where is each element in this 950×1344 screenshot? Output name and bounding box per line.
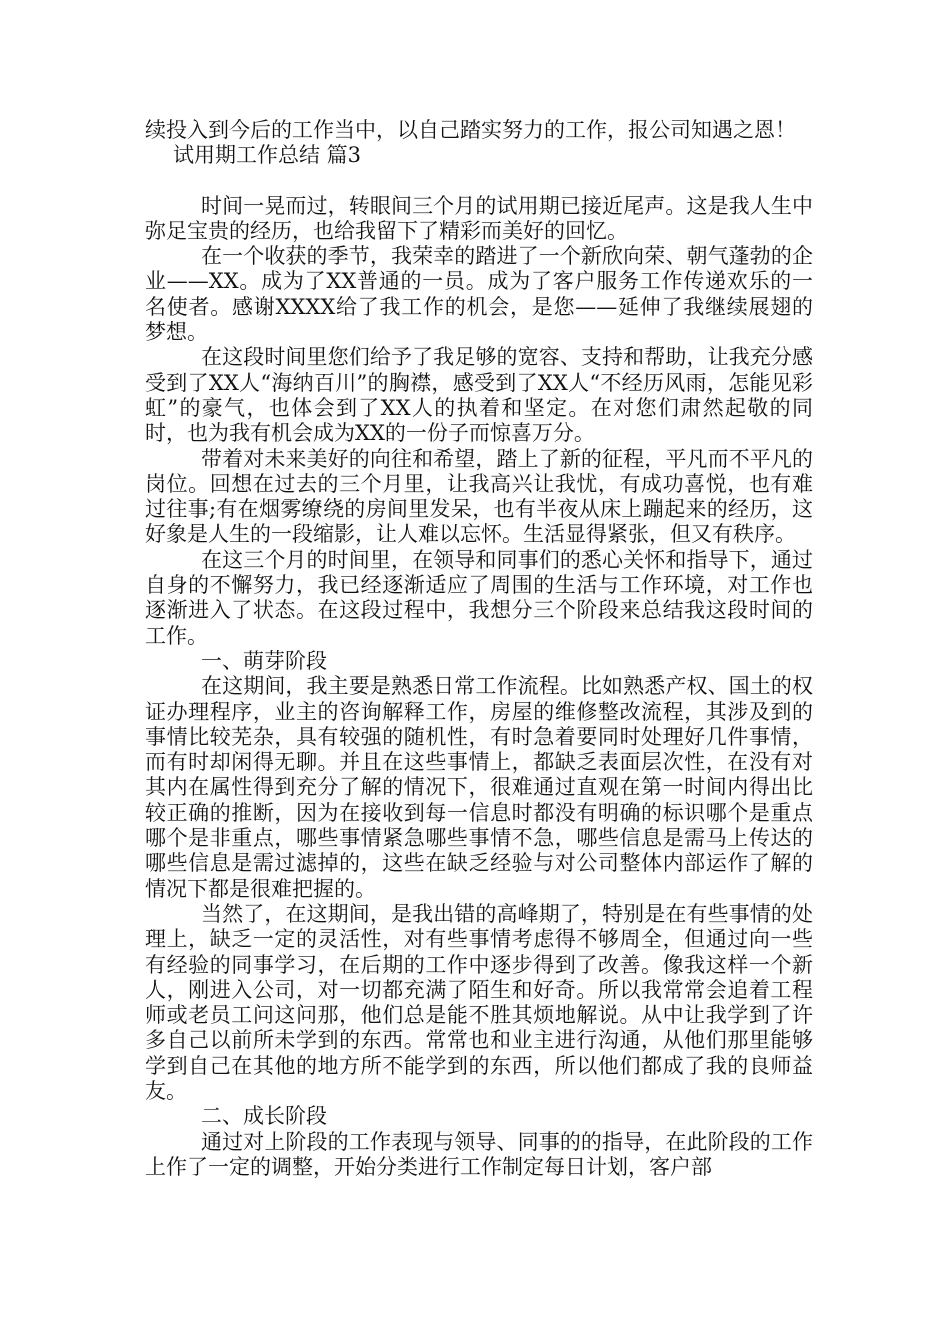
body-paragraph: 时间一晃而过，转眼间三个月的试用期已接近尾声。这是我人生中弥足宝贵的经历，也给我留下了精彩而美好的回忆。 (145, 193, 813, 243)
body-paragraph: 在这三个月的时间里，在领导和同事们的悉心关怀和指导下，通过自身的不懈努力，我已经逐渐适应了周围的生活与工作环境，对工作也逐渐进入了状态。在这段过程中，我想分三个阶段来总结我这段时间的工作。 (145, 547, 813, 648)
stage-heading-2: 二、成长阶段 (201, 1104, 327, 1129)
body-paragraph: 在这段时间里您们给予了我足够的宽容、支持和帮助，让我充分感受到了XX人“海纳百川”的胸襟，感受到了XX人“不经历风雨，怎能见彩虹”的豪气，也体会到了XX人的执着和坚定。在对您们肃然起敬的同时，也为我有机会成为XX的一份子而惊喜万分。 (145, 345, 813, 446)
stage1-paragraph: 在这期间，我主要是熟悉日常工作流程。比如熟悉产权、国土的权证办理程序，业主的咨询解释工作，房屋的维修整改流程，其涉及到的事情比较芜杂，具有较强的随机性，有时急着要同时处理好几件事情，而有时却闲得无聊。并且在这些事情上，都缺乏表面层次性，在没有对其内在属性得到充分了解的情况下，很难通过直观在第一时间内得出比较正确的推断，因为在接收到每一信息时都没有明确的标识哪个是重点哪个是非重点，哪些事情紧急哪些事情不急，哪些信息是需马上传达的哪些信息是需过滤掉的，这些在缺乏经验与对公司整体内部运作了解的情况下都是很难把握的。 (145, 674, 813, 901)
stage1-paragraph: 当然了，在这期间，是我出错的高峰期了，特别是在有些事情的处理上，缺乏一定的灵活性，对有些事情考虑得不够周全，但通过向一些有经验的同事学习，在后期的工作中逐步得到了改善。像我这样一个新人，刚进入公司，对一切都充满了陌生和好奇。所以我常常会追着工程师或老员工问这问那，他们总是能不胜其烦地解说。从中让我学到了许多自己以前所未学到的东西。常常也和业主进行沟通，从他们那里能够学到自己在其他的地方所不能学到的东西，所以他们都成了我的良师益友。 (145, 901, 813, 1103)
body-paragraph: 在一个收获的季节，我荣幸的踏进了一个新欣向荣、朝气蓬勃的企业——XX。成为了XX普通的一员。成为了客户服务工作传递欢乐的一名使者。感谢XXXX给了我工作的机会，是您——延伸了我继续展翅的梦想。 (145, 244, 813, 345)
stage-heading-1: 一、萌芽阶段 (201, 648, 327, 673)
document-body (145, 118, 813, 1180)
continuation-paragraph: 续投入到今后的工作当中，以自己踏实努力的工作，报公司知遇之恩！ (145, 118, 796, 142)
body-paragraph: 带着对未来美好的向往和希望，踏上了新的征程，平凡而不平凡的岗位。回想在过去的三个月里，让我高兴让我忧，有成功喜悦，也有难过往事;有在烟雾缭绕的房间里发呆，也有半夜从床上蹦起来的经历，这好象是人生的一段缩影，让人难以忘怀。生活显得紧张，但又有秩序。 (145, 446, 813, 547)
stage2-paragraph: 通过对上阶段的工作表现与领导、同事的的指导，在此阶段的工作上作了一定的调整，开始分类进行工作制定每日计划，客户部 (145, 1129, 813, 1179)
section-title: 试用期工作总结 篇3 (173, 143, 362, 168)
